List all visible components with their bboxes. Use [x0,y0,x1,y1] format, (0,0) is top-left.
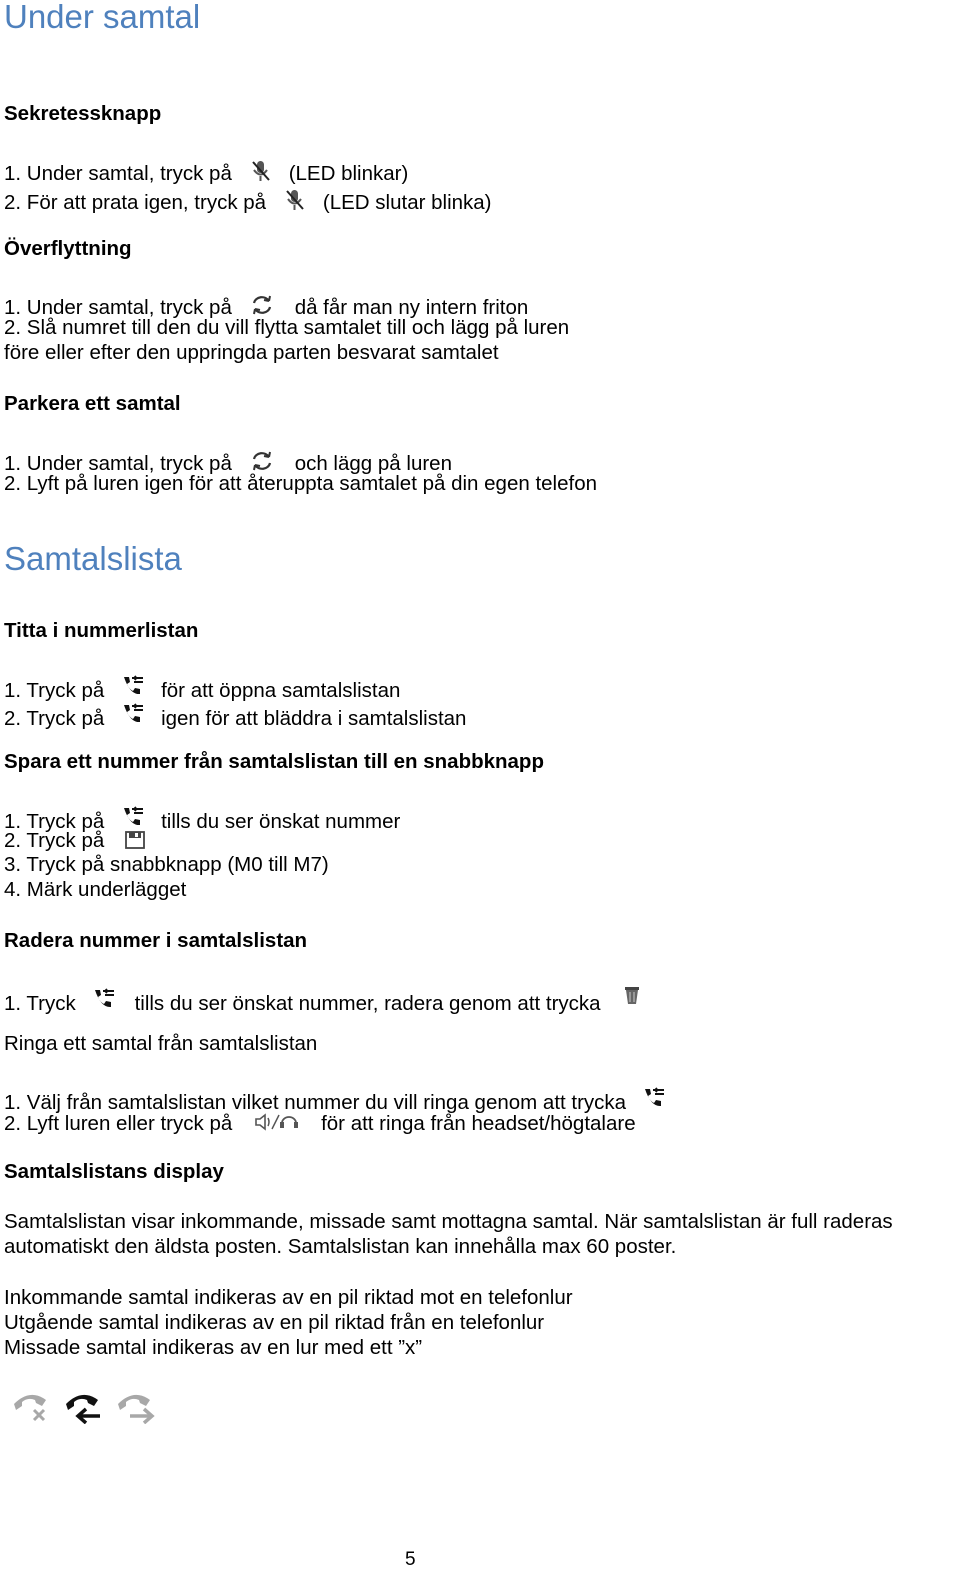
spara-step-2 [4,830,146,852]
titta-step-1 [4,674,400,702]
call-list-icon [120,805,146,831]
heading-display: Samtalslistans display [4,1160,224,1183]
step-text: 1. Tryck på [4,810,105,833]
titta-step-2 [4,702,466,730]
sekretess-step-2 [4,188,492,214]
display-line-incoming: Inkommande samtal indikeras av en pil riktad mot en telefonlur [4,1286,573,1309]
display-para-line-1: Samtalslistan visar inkommande, missade samt mottagna samtal. När samtalslistan är full raderas [4,1210,893,1233]
heading-spara: Spara ett nummer från samtalslistan till en snabbknapp [4,750,544,773]
step-text: 1. Välj från samtalslistan vilket nummer du vill ringa genom att trycka [4,1091,627,1114]
display-line-outgoing: Utgående samtal indikeras av en pil riktad från en telefonlur [4,1311,545,1334]
step-text: för att ringa från headset/högtalare [321,1112,636,1135]
step-text: för att öppna samtalslistan [161,679,401,702]
heading-overflyttning: Överflyttning [4,237,132,260]
parkera-step-2: 2. Lyft på luren igen för att återuppta samtalet på din egen telefon [4,472,597,495]
mute-microphone-icon [283,188,307,212]
step-text: 1. Under samtal, tryck på [4,162,232,185]
step-text: 1. Tryck [4,992,76,1015]
transfer-loop-icon [249,293,275,317]
step-text: då får man ny intern friton [294,296,529,319]
transfer-loop-icon [249,449,275,473]
step-text: tills du ser önskat nummer, radera genom att trycka [134,992,601,1015]
delete-icon [622,984,642,1008]
step-text: 1. Tryck på [4,679,105,702]
call-list-icon [120,674,146,700]
radera-step-1 [4,984,642,1015]
display-line-missed: Missade samtal indikeras av en lur med ett ”x” [4,1336,423,1359]
ringa-step-2 [4,1111,636,1135]
incoming-call-icon [62,1386,104,1424]
spara-step-4: 4. Märk underlägget [4,878,187,901]
display-para-line-2: automatiskt den äldsta posten. Samtalslistan kan innehålla max 60 poster. [4,1235,677,1258]
parkera-step-1 [4,449,452,475]
step-text: och lägg på luren [294,452,452,475]
sekretess-step-1 [4,159,408,185]
save-icon [124,830,146,850]
call-list-icon [120,702,146,728]
step-text: 2. För att prata igen, tryck på [4,191,267,214]
step-text: 2. Tryck på [4,829,105,852]
heading-ringa: Ringa ett samtal från samtalslistan [4,1032,318,1055]
call-list-icon [641,1086,667,1112]
step-text: (LED blinkar) [288,162,409,185]
step-text: 1. Under samtal, tryck på [4,296,232,319]
step-text: tills du ser önskat nummer [161,810,401,833]
call-list-icon [91,987,117,1013]
section-title-samtalslista: Samtalslista [4,540,182,577]
heading-sekretessknapp: Sekretessknapp [4,102,162,125]
ringa-step-1 [4,1086,667,1114]
heading-radera: Radera nummer i samtalslistan [4,929,308,952]
outgoing-call-icon [114,1386,156,1424]
heading-titta: Titta i nummerlistan [4,619,199,642]
spara-step-3: 3. Tryck på snabbknapp (M0 till M7) [4,853,329,876]
overflyttning-step-2-line-1: 2. Slå numret till den du vill flytta samtalet till och lägg på luren [4,316,570,339]
page-number: 5 [405,1549,416,1570]
overflyttning-step-1 [4,293,528,319]
heading-parkera: Parkera ett samtal [4,392,181,415]
step-text: 1. Under samtal, tryck på [4,452,232,475]
step-text: (LED slutar blinka) [322,191,492,214]
overflyttning-step-2-line-2: före eller efter den uppringda parten besvarat samtalet [4,341,499,364]
step-text: 2. Lyft luren eller tryck på [4,1112,233,1135]
step-text: 2. Tryck på [4,707,105,730]
section-title-under-samtal: Under samtal [4,0,201,35]
mute-microphone-icon [249,159,273,183]
missed-call-icon [10,1386,52,1424]
speaker-headset-icon [254,1111,300,1133]
step-text: igen för att bläddra i samtalslistan [161,707,467,730]
